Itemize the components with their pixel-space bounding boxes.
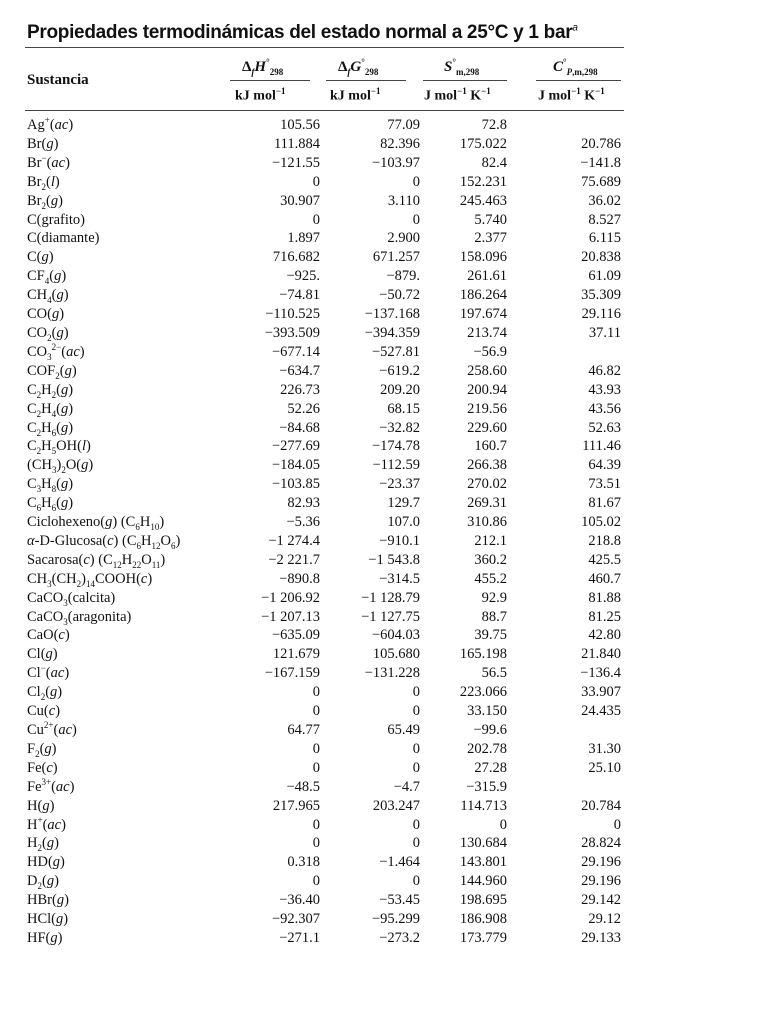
table-title xyxy=(27,22,627,44)
cell-dG: −174.78 xyxy=(371,438,420,455)
cell-dG: 105.680 xyxy=(372,646,420,663)
cell-Cp: 29.133 xyxy=(581,929,621,946)
cell-dH: −393.509 xyxy=(264,324,320,341)
cell-dG: 77.09 xyxy=(387,117,420,133)
cell-substance: C(diamante) xyxy=(27,230,100,247)
table-row xyxy=(27,721,621,740)
table-title-text: Propiedades termodinámicas del estado normal a 25°C y 1 bar xyxy=(27,22,573,43)
cell-dH: −167.159 xyxy=(264,665,320,682)
top-rule xyxy=(25,47,624,48)
cell-dG: 107.0 xyxy=(387,514,420,531)
cell-substance: HCl(g) xyxy=(27,911,69,928)
cell-S: 186.908 xyxy=(459,911,507,928)
cell-S: 212.1 xyxy=(474,532,507,549)
table-row xyxy=(27,853,621,872)
table-row xyxy=(27,645,621,664)
table-row xyxy=(27,192,621,211)
cell-S: 175.022 xyxy=(459,135,507,152)
thermo-table xyxy=(27,116,621,948)
cell-dH: −1 274.4 xyxy=(268,532,320,549)
table-row xyxy=(27,437,621,456)
cell-substance: HBr(g) xyxy=(27,892,69,909)
cell-S: 88.7 xyxy=(481,608,507,625)
cell-dH: 0.318 xyxy=(287,854,320,871)
cell-S: 269.31 xyxy=(467,495,507,512)
cell-dH: 64.77 xyxy=(287,722,320,738)
header-S-symbol: $S^\circ_{m,298}$ xyxy=(444,57,480,77)
cell-substance: Cl(g) xyxy=(27,646,58,663)
cell-dG: −1 543.8 xyxy=(368,551,420,568)
cell-substance: $C_2H_4(g)$ xyxy=(27,400,74,419)
cell-dG: −112.59 xyxy=(372,457,420,474)
header-dG-rule xyxy=(326,80,406,81)
cell-S: 213.74 xyxy=(467,324,507,341)
cell-S: 173.779 xyxy=(459,929,507,946)
cell-substance: $C_2H_2(g)$ xyxy=(27,381,74,400)
cell-dG: 82.396 xyxy=(380,135,420,152)
cell-substance: Cu(c) xyxy=(27,703,61,720)
cell-dG: 65.49 xyxy=(387,722,420,738)
cell-substance: CaCO$_3$(aragonita) xyxy=(27,608,132,627)
cell-dH: −48.5 xyxy=(286,778,320,795)
cell-S: 186.264 xyxy=(459,287,507,304)
cell-dH: −92.307 xyxy=(271,911,320,928)
cell-dH: −271.1 xyxy=(279,929,320,946)
cell-S: 144.960 xyxy=(459,873,507,890)
table-row xyxy=(27,589,621,608)
table-row xyxy=(27,248,621,267)
cell-Cp: 81.88 xyxy=(588,589,621,606)
cell-Cp: 6.115 xyxy=(588,230,621,247)
cell-dH: 716.682 xyxy=(272,249,320,266)
cell-substance: $Br_2(g)$ xyxy=(27,192,63,211)
cell-Cp: 37.11 xyxy=(588,324,621,341)
table-row xyxy=(27,229,621,248)
table-row xyxy=(27,400,621,419)
cell-substance: $CO_3^{2-}(ac)$ xyxy=(27,342,85,362)
cell-substance: $F_2(g)$ xyxy=(27,740,57,759)
cell-dH: 1.897 xyxy=(287,230,320,247)
cell-dG: 0 xyxy=(412,173,420,190)
cell-dG: −394.359 xyxy=(364,324,420,341)
cell-substance: α-D-Glucosa(c) $(C_6H_{12}O_6)$ xyxy=(27,532,181,551)
cell-dH: −103.85 xyxy=(271,476,320,493)
cell-dG: −314.5 xyxy=(379,570,420,587)
cell-Cp: 111.46 xyxy=(582,438,621,455)
cell-Cp: 218.8 xyxy=(588,532,621,549)
cell-S: 455.2 xyxy=(474,570,507,587)
table-row xyxy=(27,173,621,192)
cell-S: 310.86 xyxy=(467,514,507,531)
table-row xyxy=(27,891,621,910)
cell-dG: −1 127.75 xyxy=(361,608,420,625)
cell-dG: −103.97 xyxy=(371,154,420,171)
cell-dH: 0 xyxy=(312,173,320,190)
cell-S: 152.231 xyxy=(459,173,507,190)
cell-Cp: 31.30 xyxy=(588,740,621,757)
cell-dG: 0 xyxy=(412,703,420,720)
cell-dH: 121.679 xyxy=(272,646,320,663)
table-row xyxy=(27,305,621,324)
cell-dG: −4.7 xyxy=(393,778,420,795)
cell-dG: −273.2 xyxy=(379,929,420,946)
cell-S: 266.38 xyxy=(467,457,507,474)
cell-S: −99.6 xyxy=(473,722,507,738)
cell-dG: 3.110 xyxy=(387,192,420,209)
cell-S: 56.5 xyxy=(481,665,507,682)
table-row xyxy=(27,286,621,305)
cell-dH: −184.05 xyxy=(271,457,320,474)
cell-substance: CO(g) xyxy=(27,306,65,323)
cell-S: 197.674 xyxy=(459,306,507,323)
cell-dH: −5.36 xyxy=(286,514,320,531)
cell-dH: −635.09 xyxy=(271,627,320,644)
cell-substance: $C_3H_8(g)$ xyxy=(27,476,74,495)
cell-dG: 0 xyxy=(412,816,420,833)
table-row xyxy=(27,929,621,948)
cell-S: 202.78 xyxy=(467,740,507,757)
table-row xyxy=(27,135,621,154)
cell-Cp: 75.689 xyxy=(581,173,621,190)
header-dH-rule xyxy=(230,80,310,81)
cell-S: 92.9 xyxy=(481,589,507,606)
table-row xyxy=(27,324,621,343)
cell-substance: Ciclohexeno(g) $(C_6H_{10})$ xyxy=(27,514,165,532)
cell-substance: $CF_4(g)$ xyxy=(27,268,67,287)
table-row xyxy=(27,664,621,683)
cell-dH: −925. xyxy=(286,268,320,285)
cell-substance: HD(g) xyxy=(27,854,65,871)
cell-dG: 203.247 xyxy=(372,797,420,814)
cell-dH: 226.73 xyxy=(280,381,320,398)
cell-Cp: 29.196 xyxy=(581,854,621,871)
table-row xyxy=(27,740,621,759)
cell-dH: 0 xyxy=(312,211,320,228)
cell-dH: −277.69 xyxy=(271,438,320,455)
cell-substance: $(CH_3)_2O(g)$ xyxy=(27,457,94,476)
cell-S: 200.94 xyxy=(467,381,507,398)
cell-substance: $C_2H_6(g)$ xyxy=(27,419,74,438)
cell-dH: −2 221.7 xyxy=(268,551,320,568)
cell-Cp: 43.93 xyxy=(588,381,621,398)
table-row xyxy=(27,381,621,400)
cell-dG: −131.228 xyxy=(364,665,420,682)
cell-S: 198.695 xyxy=(459,892,507,909)
cell-Cp: 29.142 xyxy=(581,892,621,909)
cell-Cp xyxy=(507,778,621,797)
table-row xyxy=(27,116,621,135)
cell-S: 114.713 xyxy=(460,797,507,814)
header-Cp-rule xyxy=(536,80,621,81)
cell-Cp: 25.10 xyxy=(588,759,621,776)
table-row xyxy=(27,551,621,570)
cell-S: 2.377 xyxy=(474,230,507,247)
cell-Cp: 8.527 xyxy=(588,211,621,228)
cell-substance: Br(g) xyxy=(27,135,59,152)
cell-S: 229.60 xyxy=(467,419,507,436)
cell-dH: −1 206.92 xyxy=(261,589,320,606)
cell-Cp: 28.824 xyxy=(581,835,621,852)
cell-Cp: 20.838 xyxy=(581,249,621,266)
cell-dH: −84.68 xyxy=(279,419,320,436)
cell-substance: Sacarosa(c) $(C_{12}H_{22}O_{11})$ xyxy=(27,551,166,570)
cell-S: 160.7 xyxy=(474,438,507,455)
cell-substance: Ag+(ac) xyxy=(27,115,74,133)
cell-dG: −604.03 xyxy=(371,627,420,644)
cell-dH: −121.55 xyxy=(271,154,320,171)
cell-dH: 0 xyxy=(312,740,320,757)
header-substance: Sustancia xyxy=(27,72,89,88)
table-row xyxy=(27,211,621,230)
table-row xyxy=(27,834,621,853)
cell-S: 130.684 xyxy=(459,835,507,852)
cell-S: 82.4 xyxy=(481,154,507,171)
cell-Cp: 29.12 xyxy=(588,911,621,928)
cell-S: 158.096 xyxy=(459,249,507,266)
table-row xyxy=(27,267,621,286)
cell-S: 223.066 xyxy=(459,684,507,701)
cell-Cp xyxy=(507,721,621,740)
cell-dH: 105.56 xyxy=(280,117,320,133)
cell-dG: −527.81 xyxy=(371,343,420,360)
cell-Cp: 20.786 xyxy=(581,135,621,152)
cell-substance: H(g) xyxy=(27,797,55,814)
cell-Cp: 81.25 xyxy=(588,608,621,625)
cell-S: 0 xyxy=(499,816,507,833)
cell-S: 219.56 xyxy=(467,400,507,417)
cell-substance: Cl−(ac) xyxy=(27,663,70,682)
cell-substance: $CH_3(CH_2)_{14}COOH(c)$ xyxy=(27,570,153,589)
cell-substance: Br−(ac) xyxy=(27,152,70,171)
cell-substance: $C_6H_6(g)$ xyxy=(27,495,74,514)
cell-dG: −95.299 xyxy=(371,911,420,928)
cell-S: 5.740 xyxy=(474,211,507,228)
cell-dG: 0 xyxy=(412,211,420,228)
cell-dG: −1.464 xyxy=(379,854,420,871)
table-row xyxy=(27,475,621,494)
cell-dG: 129.7 xyxy=(387,495,420,512)
cell-S: 165.198 xyxy=(459,646,507,663)
cell-dH: 111.884 xyxy=(273,135,320,152)
cell-S: −56.9 xyxy=(473,343,507,360)
thermo-table-body xyxy=(27,116,621,948)
table-row xyxy=(27,154,621,173)
cell-dG: 0 xyxy=(412,835,420,852)
cell-substance: C(g) xyxy=(27,249,54,266)
table-row xyxy=(27,494,621,513)
table-row xyxy=(27,513,621,532)
cell-dH: −890.8 xyxy=(279,570,320,587)
cell-dH: −110.525 xyxy=(265,306,320,323)
cell-substance: CaO(c) xyxy=(27,627,70,644)
cell-substance: Fe(c) xyxy=(27,759,58,776)
table-row xyxy=(27,702,621,721)
cell-Cp: 29.196 xyxy=(581,873,621,890)
cell-dH: −677.14 xyxy=(271,343,320,360)
cell-Cp: 43.56 xyxy=(588,400,621,417)
cell-Cp: 61.09 xyxy=(588,268,621,285)
cell-Cp: 0 xyxy=(613,816,621,833)
cell-dH: −36.40 xyxy=(279,892,320,909)
table-row xyxy=(27,626,621,645)
header-dH-symbol: $\Delta_fH^\circ_{298}$ xyxy=(242,57,284,77)
cell-dG: 2.900 xyxy=(387,230,420,247)
cell-Cp: 24.435 xyxy=(581,703,621,720)
table-row xyxy=(27,816,621,835)
cell-S: 39.75 xyxy=(474,627,507,644)
table-row xyxy=(27,532,621,551)
cell-dG: 0 xyxy=(412,684,420,701)
cell-dH: −74.81 xyxy=(279,287,320,304)
cell-Cp: 33.907 xyxy=(581,684,621,701)
cell-substance: $C_2H_5OH(l)$ xyxy=(27,438,91,457)
cell-dH: 0 xyxy=(312,873,320,890)
cell-S: 261.61 xyxy=(467,268,507,285)
cell-substance: $COF_2(g)$ xyxy=(27,362,77,381)
cell-Cp: 36.02 xyxy=(588,192,621,209)
cell-substance: $CO_2(g)$ xyxy=(27,324,69,343)
table-row xyxy=(27,872,621,891)
cell-Cp: 46.82 xyxy=(588,362,621,379)
cell-substance: $Fe^{3+}(ac)$ xyxy=(27,776,75,795)
header-Cp-symbol: $C^\circ_{P,m,298}$ xyxy=(553,57,598,77)
cell-dG: 671.257 xyxy=(372,249,420,266)
cell-S: −315.9 xyxy=(466,778,507,795)
table-row xyxy=(27,362,621,381)
header-dH-unit: kJ mol$^{-1}$ xyxy=(235,86,286,104)
cell-Cp: 20.784 xyxy=(581,797,621,814)
cell-Cp: 35.309 xyxy=(581,287,621,304)
table-row xyxy=(27,759,621,778)
cell-substance: HF(g) xyxy=(27,929,63,946)
cell-S: 27.28 xyxy=(474,759,507,776)
cell-Cp: 81.67 xyxy=(588,495,621,512)
cell-Cp: 105.02 xyxy=(581,514,621,531)
cell-Cp: 460.7 xyxy=(588,570,621,587)
cell-dH: 82.93 xyxy=(287,495,320,512)
cell-substance: $D_2(g)$ xyxy=(27,873,59,892)
cell-substance: $CH_4(g)$ xyxy=(27,287,69,306)
cell-S: 143.801 xyxy=(459,854,507,871)
cell-Cp xyxy=(507,343,621,362)
cell-dH: 0 xyxy=(312,703,320,720)
cell-Cp: 29.116 xyxy=(581,306,621,323)
cell-S: 360.2 xyxy=(474,551,507,568)
cell-dG: −879. xyxy=(386,268,420,285)
cell-Cp: 52.63 xyxy=(588,419,621,436)
table-row xyxy=(27,797,621,816)
cell-dG: 0 xyxy=(412,759,420,776)
cell-Cp xyxy=(507,116,621,135)
cell-dH: −1 207.13 xyxy=(261,608,320,625)
header-dG-unit: kJ mol$^{-1}$ xyxy=(330,86,381,104)
cell-dH: 30.907 xyxy=(280,192,320,209)
cell-dG: −53.45 xyxy=(379,892,420,909)
cell-dG: −23.37 xyxy=(379,476,420,493)
header-dG-symbol: $\Delta_fG^\circ_{298}$ xyxy=(338,57,379,77)
cell-dG: −619.2 xyxy=(379,362,420,379)
cell-S: 258.60 xyxy=(467,362,507,379)
cell-substance: $Cl_2(g)$ xyxy=(27,684,63,703)
header-Cp-unit: J mol$^{-1}$ $K^{-1}$ xyxy=(538,86,605,104)
cell-dH: −634.7 xyxy=(279,362,320,379)
header-S-rule xyxy=(423,80,507,81)
cell-dH: 52.26 xyxy=(287,400,320,417)
cell-substance: CaCO$_3$(calcita) xyxy=(27,589,116,608)
cell-Cp: 73.51 xyxy=(588,476,621,493)
cell-dH: 0 xyxy=(312,759,320,776)
cell-dG: −32.82 xyxy=(379,419,420,436)
table-row xyxy=(27,456,621,475)
cell-substance: $H_2(g)$ xyxy=(27,835,59,854)
cell-Cp: 21.840 xyxy=(581,646,621,663)
cell-dG: 209.20 xyxy=(380,381,420,398)
cell-dG: 68.15 xyxy=(387,400,420,417)
cell-S: 270.02 xyxy=(467,476,507,493)
cell-dG: −50.72 xyxy=(379,287,420,304)
cell-dG: −910.1 xyxy=(379,532,420,549)
cell-S: 72.8 xyxy=(481,117,507,133)
cell-dH: 0 xyxy=(312,835,320,852)
cell-dH: 217.965 xyxy=(272,797,320,814)
cell-Cp: 42.80 xyxy=(588,627,621,644)
table-row xyxy=(27,683,621,702)
cell-substance: $Cu^{2+}(ac)$ xyxy=(27,720,77,738)
cell-substance: $Br_2(l)$ xyxy=(27,173,60,192)
cell-Cp: −136.4 xyxy=(580,665,621,682)
cell-Cp: −141.8 xyxy=(580,154,621,171)
cell-Cp: 64.39 xyxy=(588,457,621,474)
title-footnote-mark: a xyxy=(572,22,578,34)
table-row xyxy=(27,343,621,362)
cell-dG: −1 128.79 xyxy=(361,589,420,606)
header-bottom-rule xyxy=(25,110,624,111)
cell-dH: 0 xyxy=(312,684,320,701)
table-row xyxy=(27,419,621,438)
table-row xyxy=(27,778,621,797)
table-row xyxy=(27,570,621,589)
cell-Cp: 425.5 xyxy=(588,551,621,568)
cell-dG: 0 xyxy=(412,740,420,757)
cell-substance: C(grafito) xyxy=(27,211,85,228)
header-S-unit: J mol$^{-1}$ $K^{-1}$ xyxy=(424,86,491,104)
cell-S: 245.463 xyxy=(459,192,507,209)
table-row xyxy=(27,608,621,627)
cell-dG: 0 xyxy=(412,873,420,890)
table-row xyxy=(27,910,621,929)
cell-dG: −137.168 xyxy=(364,306,420,323)
cell-substance: H+(ac) xyxy=(27,814,66,833)
cell-S: 33.150 xyxy=(467,703,507,720)
cell-dH: 0 xyxy=(312,816,320,833)
